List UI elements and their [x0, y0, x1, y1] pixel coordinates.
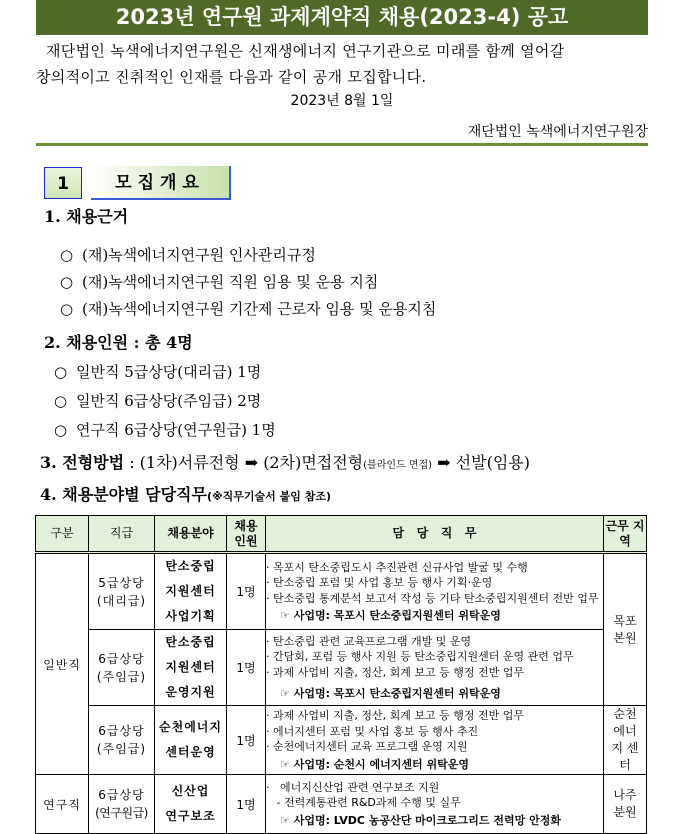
duties-heading: 4. 채용분야별 담당직무 — [40, 485, 207, 504]
circle-bullet-icon: ○ — [54, 392, 68, 410]
field-text: 연구보조 — [165, 809, 216, 823]
headcount-item-text: 일반직 6급상당(주임급) 2명 — [76, 392, 262, 410]
count-cell: 1명 — [227, 706, 266, 775]
table-row — [36, 553, 647, 630]
category-cell: 일반직 — [36, 553, 89, 775]
col-header-duty: 담 당 직 무 — [266, 516, 604, 553]
duty-item: · 간담회, 포럼 등 행사 지원 등 탄소중립지원센터 운영 관련 업무 — [266, 650, 574, 663]
grade-text: 5급상당 — [98, 575, 145, 590]
grade-text: 6급상당 — [98, 788, 145, 802]
field-text: 탄소중립 — [165, 559, 216, 573]
project-name: ☞ 사업명: 순천시 에너지센터 위탁운영 — [280, 757, 469, 771]
basis-item-text: (재)녹색에너지연구원 기간제 근로자 임용 및 운용지침 — [82, 300, 437, 318]
basis-heading: 1. 채용근거 — [44, 207, 129, 226]
section-number-badge: 1 — [44, 167, 82, 199]
grade-cell — [89, 630, 155, 706]
grade-cell — [89, 775, 155, 834]
field-text: 사업기획 — [165, 609, 216, 623]
announcement-title: 2023년 연구원 과제계약직 채용(2023-4) 공고 — [36, 0, 648, 35]
project-name: ☞ 사업명: 목포시 탄소중립지원센터 위탁운영 — [280, 609, 501, 622]
location-cell: 목포 본원 — [604, 553, 647, 706]
basis-item-text: (재)녹색에너지연구원 직원 임용 및 운용 지침 — [82, 273, 379, 291]
headcount-item — [54, 361, 261, 383]
circle-bullet-icon: ○ — [60, 300, 74, 318]
project-name: ☞ 사업명: 목포시 탄소중립지원센터 위탁운영 — [280, 687, 501, 700]
headcount-item-text: 연구직 6급상당(연구원급) 1명 — [76, 421, 276, 439]
field-cell — [155, 706, 227, 775]
duty-item: · 탄소중립 관련 교육프로그램 개발 및 운영 — [266, 634, 472, 648]
duty-cell — [266, 775, 604, 834]
section-title: 모집개요 — [91, 166, 231, 200]
grade-subtext: (대리급) — [96, 593, 147, 608]
field-text: 순천에너지 — [159, 720, 222, 734]
table-row — [36, 775, 647, 834]
duty-item: · 에너지신산업 관련 연구보조 지원 — [266, 780, 440, 794]
grade-cell — [89, 553, 155, 630]
basis-item — [60, 298, 436, 320]
count-cell: 1명 — [227, 553, 266, 630]
circle-bullet-icon: ○ — [60, 273, 74, 291]
duty-item: · 과제 사업비 지출, 정산, 회계 보고 등 행정 전반 업무 — [266, 709, 524, 722]
location-cell: 나주 분원 — [604, 775, 647, 834]
count-cell: 1명 — [227, 775, 266, 834]
project-name: ☞ 사업명: LVDC 농공산단 마이크로그리드 전력망 안정화 — [280, 813, 561, 827]
headcount-item — [54, 390, 261, 412]
circle-bullet-icon: ○ — [54, 421, 68, 439]
duty-item: · 탄소중립 포럼 및 사업 홍보 등 행사 기획·운영 — [266, 576, 493, 589]
grade-subtext: (연구원급) — [95, 806, 148, 820]
circle-bullet-icon: ○ — [60, 246, 74, 264]
table-row — [36, 706, 647, 775]
location-cell: 순천 에너지 센터 — [604, 706, 647, 775]
table-row — [36, 630, 647, 706]
col-header-location: 근무 지역 — [604, 516, 647, 553]
basis-item — [60, 271, 378, 293]
circle-bullet-icon: ○ — [54, 363, 68, 381]
field-cell — [155, 630, 227, 706]
headcount-item-text: 일반직 5급상당(대리급) 1명 — [76, 363, 262, 381]
field-text: 신산업 — [171, 784, 210, 798]
intro-paragraph — [36, 38, 648, 90]
col-header-count: 채용 인원 — [227, 516, 266, 553]
duty-item: · 과제 사업비 지출, 정산, 회계 보고 등 행정 전반 업무 — [266, 665, 524, 679]
duty-item: · 탄소중립 통계분석 보고서 작성 등 기타 탄소중립지원센터 전반 업무 — [266, 591, 599, 605]
intro-line-1: 재단법인 녹색에너지연구원은 신재생에너지 연구기관으로 미래를 함께 열어갈 — [46, 42, 565, 60]
method-line — [40, 452, 530, 477]
duty-item: · 순천에너지센터 교육 프로그램 운영 지원 — [266, 740, 468, 753]
duty-item: - 전력계통관련 R&D과제 수행 및 실무 — [266, 796, 461, 810]
grade-cell — [89, 706, 155, 775]
col-header-grade: 직급 — [89, 516, 155, 553]
field-text: 지원센터 — [165, 660, 216, 674]
method-steps: : (1차)서류전형 ➡ (2차)면접전형 — [124, 453, 364, 472]
table-header-row — [36, 516, 647, 553]
duty-item: · 에너지센터 포럼 및 사업 홍보 등 행사 추진 — [266, 724, 479, 738]
duty-cell — [266, 630, 604, 706]
category-cell: 연구직 — [36, 775, 89, 834]
count-cell: 1명 — [227, 630, 266, 706]
method-note: (블라인드 면접) — [363, 460, 433, 471]
duty-item: · 목포시 탄소중립도시 추진관련 신규사업 발굴 및 수행 — [266, 560, 528, 574]
duties-line — [40, 484, 331, 508]
method-heading: 3. 전형방법 — [40, 453, 125, 472]
grade-text: 6급상당 — [98, 724, 145, 738]
field-text: 지원센터 — [165, 584, 216, 598]
grade-subtext: (주임급) — [96, 669, 147, 684]
method-final-step: ➡ 선발(임용) — [432, 453, 530, 472]
field-cell — [155, 553, 227, 630]
col-header-field: 채용분야 — [155, 516, 227, 553]
intro-line-2: 창의적이고 진취적인 인재를 다음과 같이 공개 모집합니다. — [36, 68, 427, 86]
duty-cell — [266, 706, 604, 775]
duties-note: (※직무기술서 붙임 참조) — [206, 490, 331, 503]
headcount-item — [54, 419, 276, 441]
basis-item-text: (재)녹색에너지연구원 인사관리규정 — [82, 246, 316, 264]
headcount-heading: 2. 채용인원 : 총 4명 — [44, 333, 193, 352]
job-table — [35, 515, 647, 834]
field-text: 운영지원 — [165, 685, 216, 699]
field-cell — [155, 775, 227, 834]
announcement-date: 2023년 8월 1일 — [290, 93, 394, 109]
grade-text: 6급상당 — [98, 651, 145, 666]
duty-cell — [266, 553, 604, 630]
basis-item — [60, 244, 316, 266]
field-text: 센터운영 — [165, 745, 216, 759]
field-text: 탄소중립 — [165, 635, 216, 649]
grade-subtext: (주임급) — [96, 742, 147, 756]
divider-line — [36, 143, 648, 146]
signer: 재단법인 녹색에너지연구원장 — [467, 124, 648, 140]
col-header-category: 구분 — [36, 516, 89, 553]
